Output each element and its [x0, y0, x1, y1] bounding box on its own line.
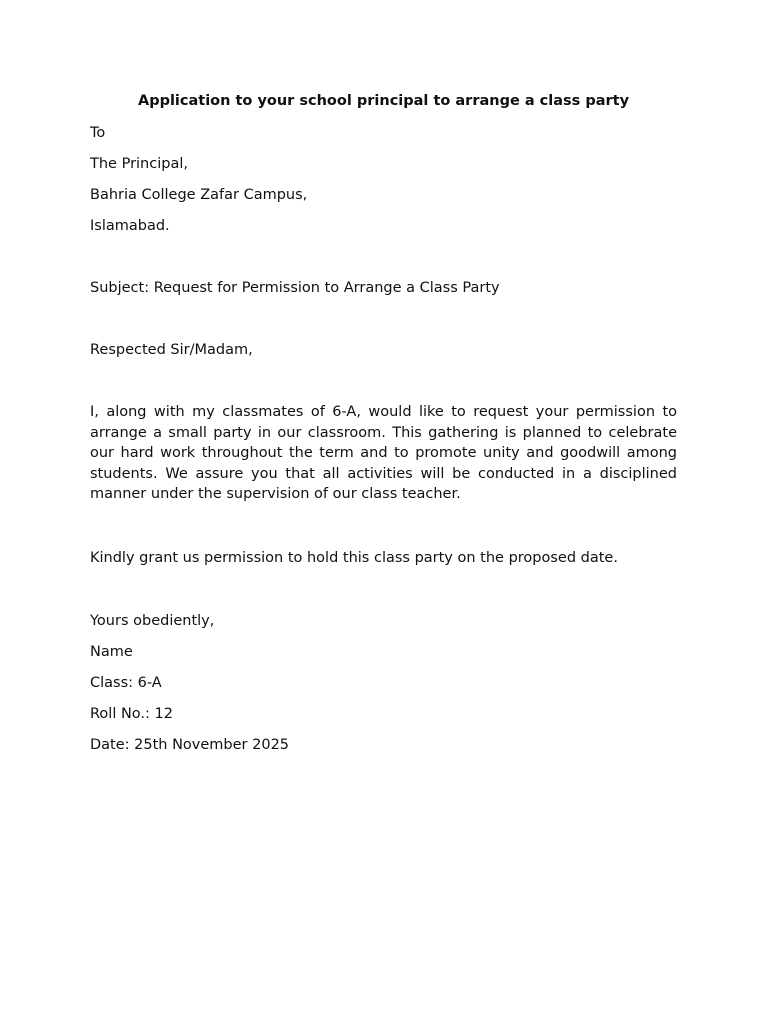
- salutation: Respected Sir/Madam,: [90, 342, 253, 358]
- sender-class: Class: 6-A: [90, 675, 162, 691]
- letter-date: Date: 25th November 2025: [90, 737, 290, 753]
- subject-line: Subject: Request for Permission to Arrange a Class Party: [90, 280, 500, 296]
- sender-name: Name: [90, 644, 133, 660]
- address-city: Islamabad.: [90, 218, 170, 234]
- body-paragraph: I, along with my classmates of 6-A, would like to request your permission to arrange a small party in our classroom. This gathering is planned to celebrate our hard work throughout the term and to promote unity and goodwill among students. We assure you that all activities will be conducted in a disciplined manner under the supervision of our class teacher.: [90, 404, 677, 503]
- request-line: Kindly grant us permission to hold this class party on the proposed date.: [90, 550, 618, 566]
- letter-page: [90, 0, 677, 1024]
- sign-off: Yours obediently,: [90, 613, 215, 629]
- document-title: Application to your school principal to arrange a class party: [137, 93, 630, 109]
- address-institution: Bahria College Zafar Campus,: [90, 187, 308, 203]
- sender-roll-no: Roll No.: 12: [90, 706, 173, 722]
- address-to: To: [90, 125, 106, 141]
- address-recipient: The Principal,: [90, 156, 188, 172]
